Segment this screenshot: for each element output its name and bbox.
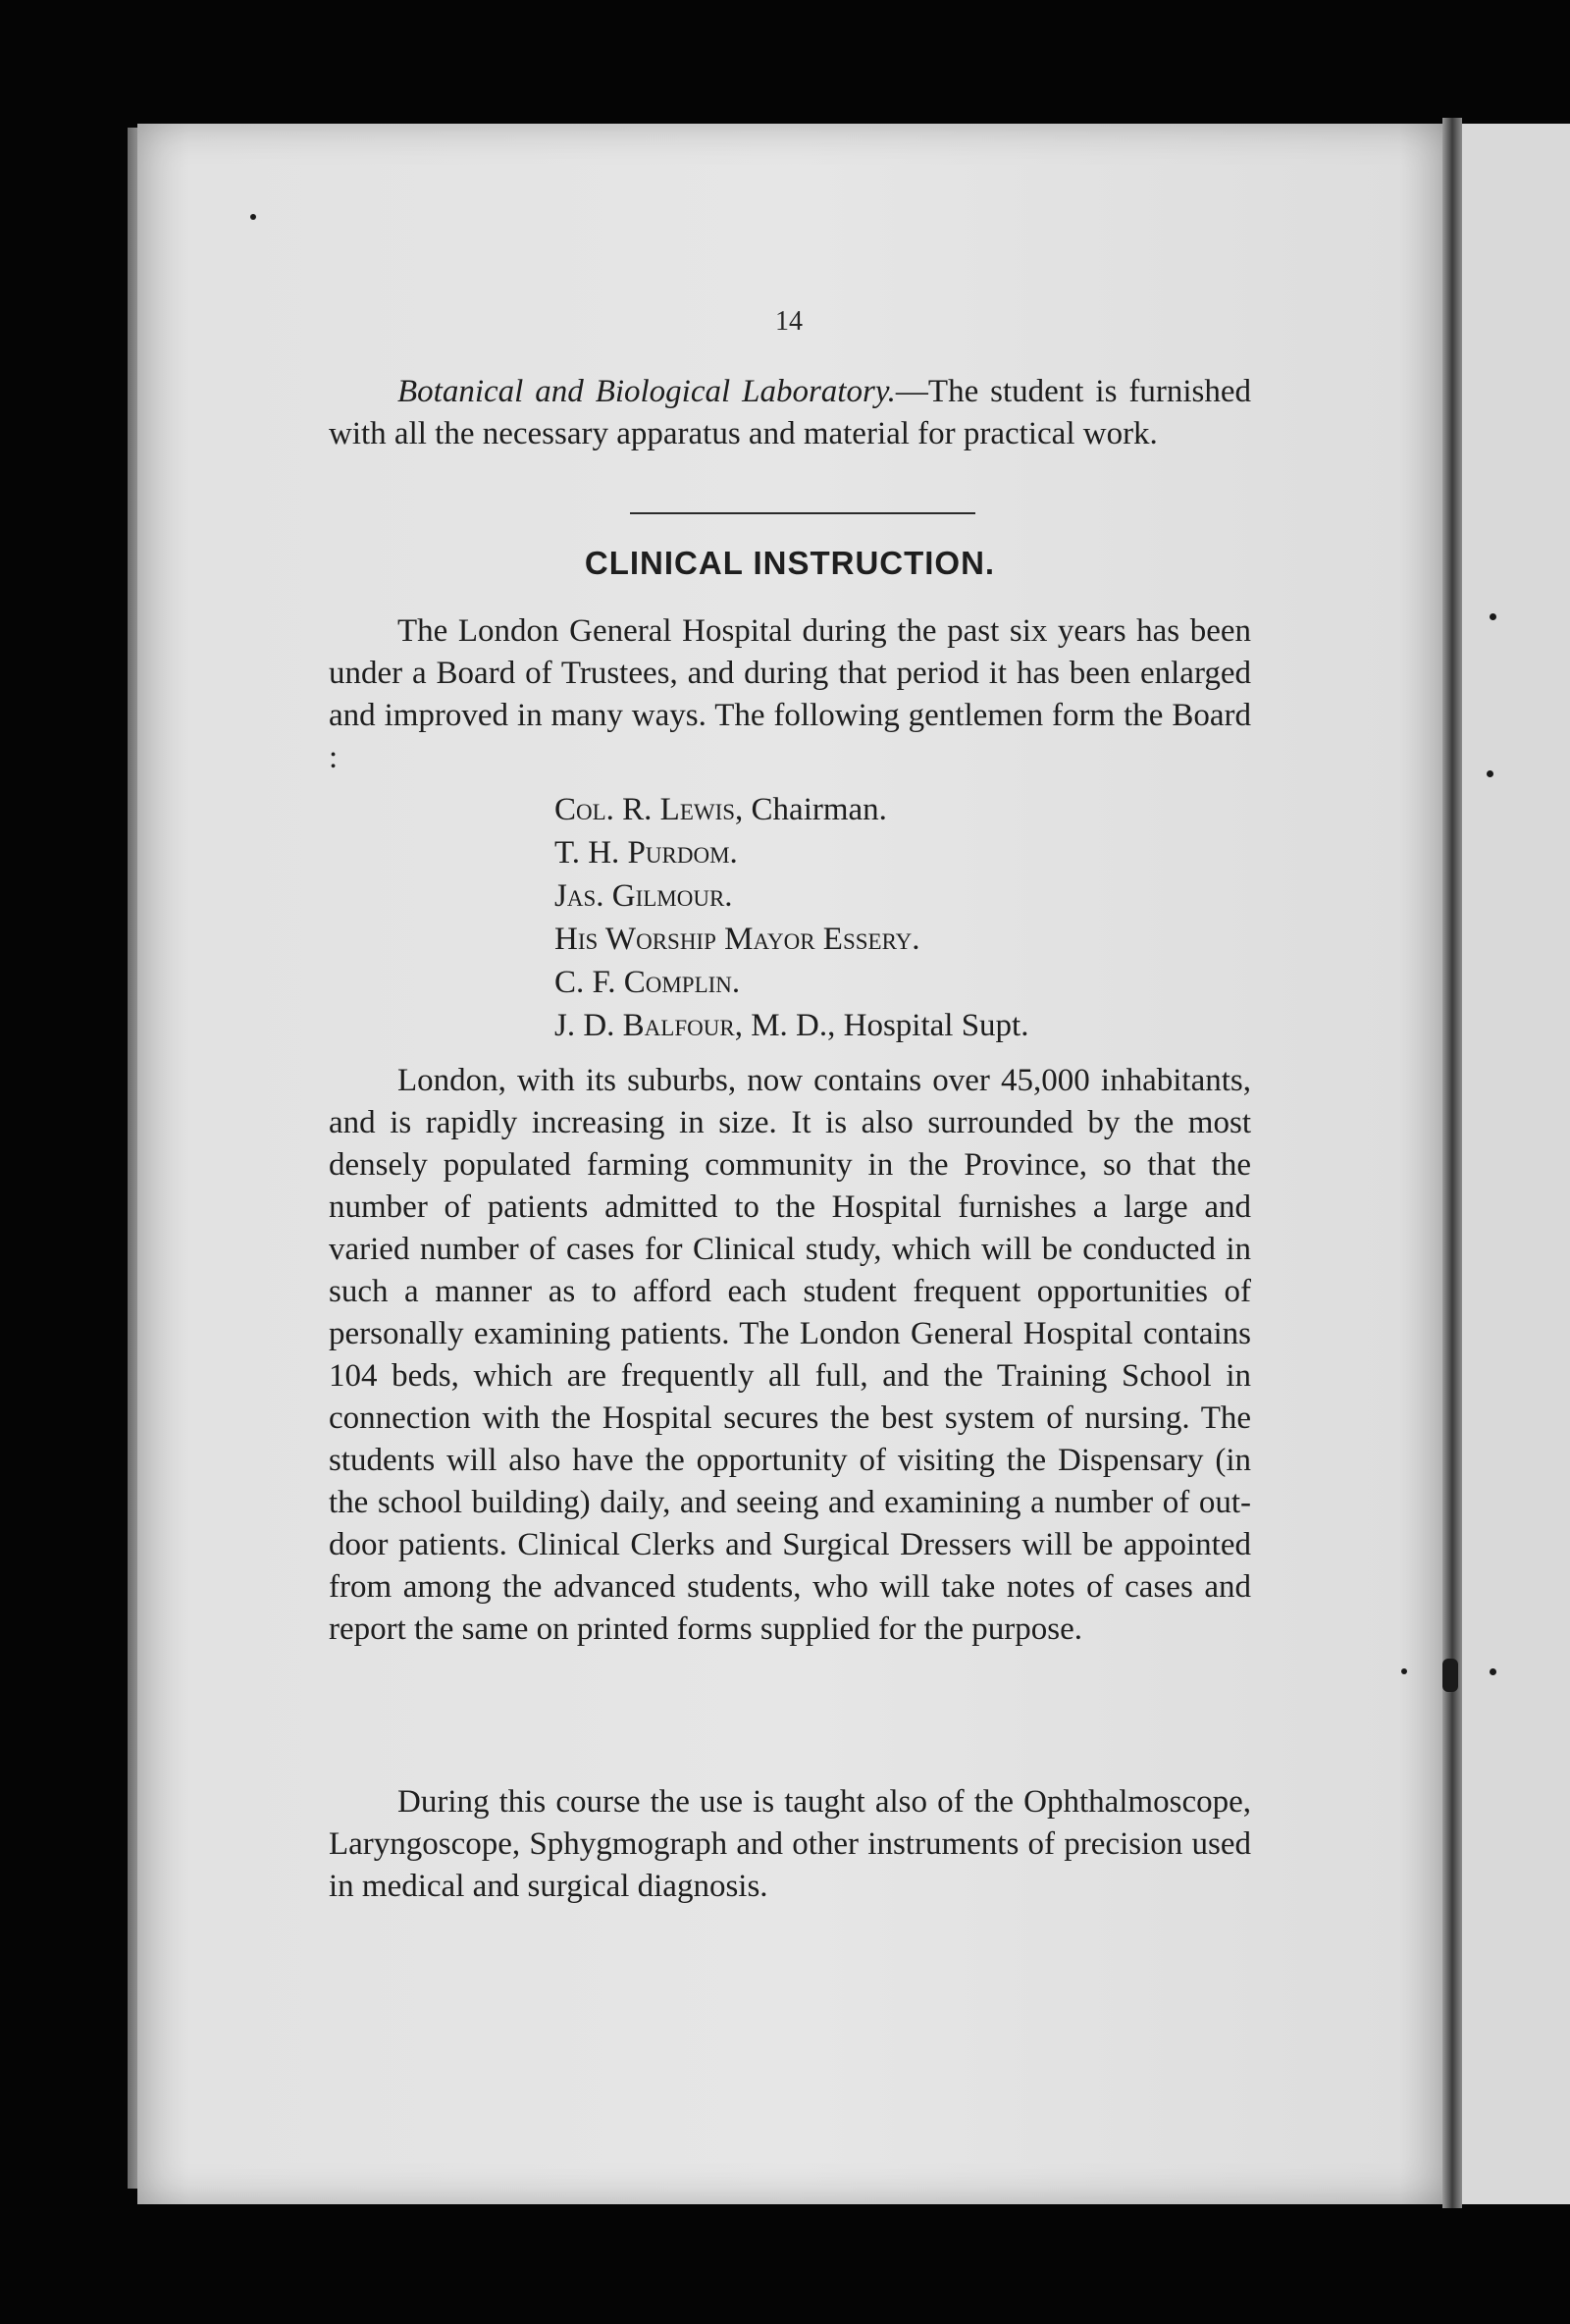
paper-speck [1401,1668,1407,1674]
board-member-role: M. D., Hospital Supt. [742,1008,1029,1043]
board-member [554,831,1028,874]
book-gutter [1442,118,1462,2208]
paper-speck [1490,1668,1496,1675]
board-member [554,918,1028,961]
page-number: 14 [775,306,803,337]
board-member-name: T. H. Purdom. [554,835,738,871]
board-list [554,788,1028,1047]
intro-paragraph: The London General Hospital during the past six years has been under a Board of Trustees, and during that period it has been enlarged and improved in many ways. The following gentlemen form the Board : [329,613,1251,775]
laboratory-text: —The student is furnished with all the necessary apparatus and material for practical work. [329,374,1252,451]
instruments-paragraph: During this course the use is taught also of the Ophthalmoscope, Laryngoscope, Sphygmograph and other instruments of precision used in medical and surgical diagnosis. [329,1784,1251,1904]
board-member-name: J. D. Balfour, [554,1008,743,1043]
board-member-name: Jas. Gilmour. [554,878,733,914]
board-member [554,874,1028,918]
laboratory-lead: Botanical and Biological Laboratory. [397,374,896,409]
paper-speck [1490,613,1496,620]
paper-speck [1487,770,1493,777]
section-divider [630,512,975,514]
london-paragraph: London, with its suburbs, now contains over 45,000 inhabitants, and is rapidly increasing in size. It is also surrounded by the most densely populated farming community in the Province, so that the number of patients admitted to the Hospital furnishes a large and varied number of cases for Clinical study, which will be conducted in such a manner as to afford each student frequent opportunities of personally examining patients. The London General Hospital contains 104 beds, which are frequently all full, and the Training School in connection with the Hospital secures the best system of nursing. The students will also have the opportunity of visiting the Dispensary (in the school building) daily, and seeing and examining a number of out-door patients. Clinical Clerks and Surgical Dressers will be appointed from among the advanced students, who will take notes of cases and report the same on printed forms supplied for the purpose. [329,1063,1251,1647]
board-member-name: Col. R. Lewis [554,792,736,827]
board-member [554,1004,1028,1047]
board-member-role: , Chairman. [735,792,887,827]
board-member [554,788,1028,831]
paper-speck [250,214,256,220]
paper-speck [1442,1659,1458,1692]
board-member [554,961,1028,1004]
laboratory-paragraph [329,371,1251,455]
board-member-name: C. F. Complin. [554,965,741,1000]
board-member-name: His Worship Mayor Essery. [554,922,920,957]
section-heading: CLINICAL INSTRUCTION. [584,545,996,581]
next-page-edge [1462,124,1570,2204]
